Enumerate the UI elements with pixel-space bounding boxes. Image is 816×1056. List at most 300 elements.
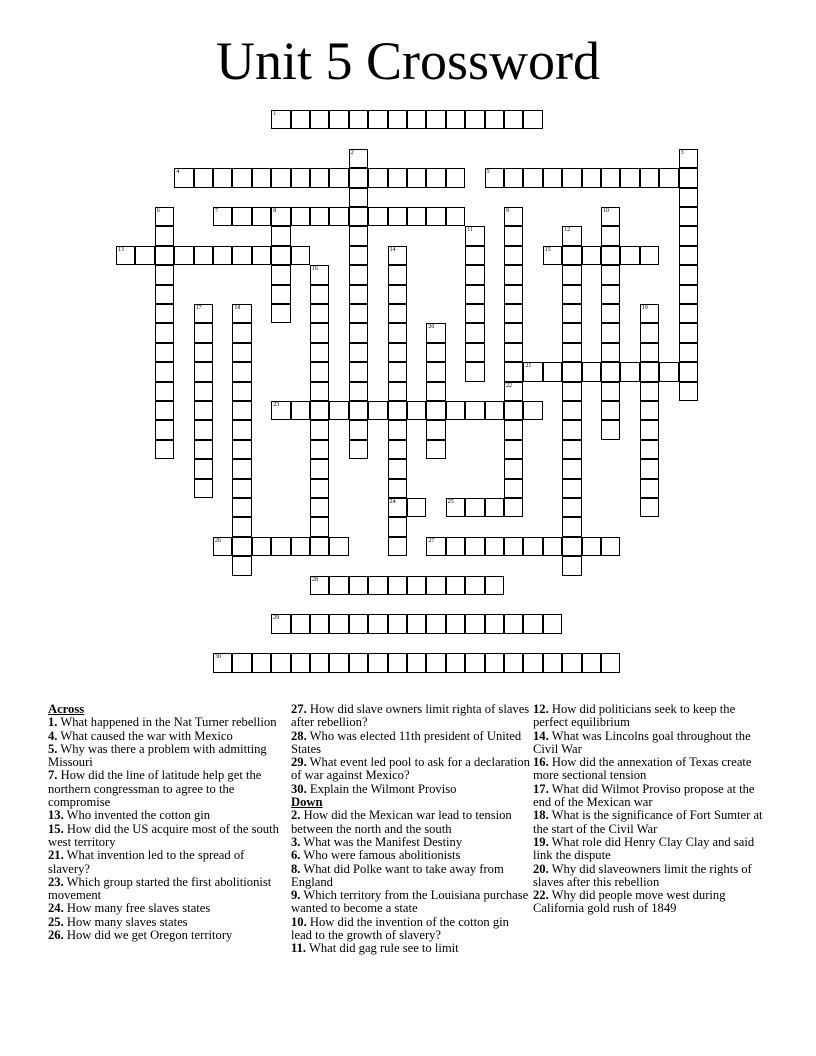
grid-cell[interactable]: [601, 362, 620, 381]
grid-cell[interactable]: [329, 401, 348, 420]
grid-cell[interactable]: [407, 401, 426, 420]
grid-cell[interactable]: [562, 440, 581, 459]
grid-cell[interactable]: [407, 576, 426, 595]
grid-cell[interactable]: [155, 207, 174, 226]
grid-cell[interactable]: [543, 246, 562, 265]
grid-cell[interactable]: [465, 362, 484, 381]
grid-cell[interactable]: [310, 420, 329, 439]
grid-cell[interactable]: [504, 420, 523, 439]
grid-cell[interactable]: [504, 459, 523, 478]
grid-cell[interactable]: [310, 265, 329, 284]
grid-cell[interactable]: [116, 246, 135, 265]
grid-cell[interactable]: [485, 401, 504, 420]
grid-cell[interactable]: [174, 168, 193, 187]
grid-cell[interactable]: [679, 304, 698, 323]
grid-cell[interactable]: [582, 653, 601, 672]
grid-cell[interactable]: [368, 576, 387, 595]
grid-cell[interactable]: [465, 246, 484, 265]
grid-cell[interactable]: [329, 614, 348, 633]
grid-cell[interactable]: [232, 459, 251, 478]
grid-cell[interactable]: [601, 420, 620, 439]
grid-cell[interactable]: [562, 285, 581, 304]
grid-cell[interactable]: [194, 440, 213, 459]
grid-cell[interactable]: [504, 304, 523, 323]
grid-cell[interactable]: [388, 537, 407, 556]
grid-cell[interactable]: [659, 168, 678, 187]
grid-cell[interactable]: [640, 401, 659, 420]
grid-cell[interactable]: [388, 382, 407, 401]
grid-cell[interactable]: [368, 110, 387, 129]
grid-cell[interactable]: [349, 304, 368, 323]
grid-cell[interactable]: [446, 537, 465, 556]
grid-cell[interactable]: [329, 110, 348, 129]
grid-cell[interactable]: [388, 440, 407, 459]
grid-cell[interactable]: [349, 168, 368, 187]
grid-cell[interactable]: [679, 168, 698, 187]
grid-cell[interactable]: [310, 304, 329, 323]
grid-cell[interactable]: [426, 420, 445, 439]
grid-cell[interactable]: [640, 304, 659, 323]
grid-cell[interactable]: [232, 498, 251, 517]
grid-cell[interactable]: [620, 362, 639, 381]
grid-cell[interactable]: [426, 168, 445, 187]
grid-cell[interactable]: [194, 343, 213, 362]
grid-cell[interactable]: [271, 614, 290, 633]
grid-cell[interactable]: [194, 362, 213, 381]
grid-cell[interactable]: [291, 653, 310, 672]
grid-cell[interactable]: [523, 653, 542, 672]
grid-cell[interactable]: [504, 323, 523, 342]
grid-cell[interactable]: [465, 323, 484, 342]
grid-cell[interactable]: [485, 537, 504, 556]
grid-cell[interactable]: [504, 110, 523, 129]
grid-cell[interactable]: [194, 459, 213, 478]
grid-cell[interactable]: [504, 226, 523, 245]
grid-cell[interactable]: [271, 226, 290, 245]
grid-cell[interactable]: [388, 343, 407, 362]
grid-cell[interactable]: [679, 149, 698, 168]
grid-cell[interactable]: [446, 207, 465, 226]
grid-cell[interactable]: [349, 323, 368, 342]
grid-cell[interactable]: [232, 168, 251, 187]
grid-cell[interactable]: [155, 401, 174, 420]
grid-cell[interactable]: [504, 265, 523, 284]
grid-cell[interactable]: [562, 343, 581, 362]
grid-cell[interactable]: [504, 362, 523, 381]
grid-cell[interactable]: [465, 498, 484, 517]
grid-cell[interactable]: [271, 207, 290, 226]
grid-cell[interactable]: [329, 576, 348, 595]
grid-cell[interactable]: [310, 479, 329, 498]
grid-cell[interactable]: [504, 382, 523, 401]
grid-cell[interactable]: [252, 168, 271, 187]
grid-cell[interactable]: [213, 537, 232, 556]
grid-cell[interactable]: [504, 285, 523, 304]
grid-cell[interactable]: [155, 382, 174, 401]
grid-cell[interactable]: [446, 576, 465, 595]
grid-cell[interactable]: [485, 614, 504, 633]
grid-cell[interactable]: [349, 440, 368, 459]
grid-cell[interactable]: [232, 556, 251, 575]
grid-cell[interactable]: [271, 168, 290, 187]
grid-cell[interactable]: [640, 498, 659, 517]
grid-cell[interactable]: [562, 556, 581, 575]
grid-cell[interactable]: [213, 653, 232, 672]
grid-cell[interactable]: [329, 168, 348, 187]
grid-cell[interactable]: [426, 614, 445, 633]
grid-cell[interactable]: [194, 168, 213, 187]
grid-cell[interactable]: [601, 246, 620, 265]
grid-cell[interactable]: [426, 440, 445, 459]
grid-cell[interactable]: [640, 420, 659, 439]
grid-cell[interactable]: [465, 401, 484, 420]
grid-cell[interactable]: [194, 420, 213, 439]
grid-cell[interactable]: [155, 343, 174, 362]
grid-cell[interactable]: [135, 246, 154, 265]
grid-cell[interactable]: [601, 401, 620, 420]
grid-cell[interactable]: [388, 323, 407, 342]
grid-cell[interactable]: [155, 285, 174, 304]
grid-cell[interactable]: [504, 401, 523, 420]
grid-cell[interactable]: [485, 110, 504, 129]
grid-cell[interactable]: [388, 207, 407, 226]
grid-cell[interactable]: [601, 343, 620, 362]
grid-cell[interactable]: [426, 343, 445, 362]
grid-cell[interactable]: [155, 420, 174, 439]
grid-cell[interactable]: [465, 653, 484, 672]
grid-cell[interactable]: [329, 207, 348, 226]
grid-cell[interactable]: [562, 226, 581, 245]
grid-cell[interactable]: [349, 226, 368, 245]
grid-cell[interactable]: [640, 440, 659, 459]
grid-cell[interactable]: [310, 401, 329, 420]
grid-cell[interactable]: [426, 382, 445, 401]
grid-cell[interactable]: [232, 653, 251, 672]
grid-cell[interactable]: [310, 343, 329, 362]
grid-cell[interactable]: [388, 285, 407, 304]
grid-cell[interactable]: [271, 285, 290, 304]
grid-cell[interactable]: [155, 226, 174, 245]
grid-cell[interactable]: [640, 168, 659, 187]
grid-cell[interactable]: [601, 653, 620, 672]
grid-cell[interactable]: [562, 168, 581, 187]
grid-cell[interactable]: [679, 246, 698, 265]
grid-cell[interactable]: [194, 323, 213, 342]
grid-cell[interactable]: [407, 207, 426, 226]
grid-cell[interactable]: [465, 576, 484, 595]
grid-cell[interactable]: [155, 440, 174, 459]
grid-cell[interactable]: [543, 653, 562, 672]
grid-cell[interactable]: [310, 207, 329, 226]
grid-cell[interactable]: [271, 246, 290, 265]
grid-cell[interactable]: [504, 653, 523, 672]
grid-cell[interactable]: [426, 576, 445, 595]
grid-cell[interactable]: [310, 576, 329, 595]
grid-cell[interactable]: [310, 653, 329, 672]
grid-cell[interactable]: [368, 207, 387, 226]
grid-cell[interactable]: [523, 537, 542, 556]
grid-cell[interactable]: [562, 498, 581, 517]
grid-cell[interactable]: [485, 168, 504, 187]
grid-cell[interactable]: [601, 168, 620, 187]
grid-cell[interactable]: [291, 168, 310, 187]
grid-cell[interactable]: [349, 401, 368, 420]
grid-cell[interactable]: [271, 265, 290, 284]
grid-cell[interactable]: [407, 168, 426, 187]
grid-cell[interactable]: [620, 168, 639, 187]
grid-cell[interactable]: [194, 304, 213, 323]
grid-cell[interactable]: [310, 285, 329, 304]
grid-cell[interactable]: [232, 420, 251, 439]
grid-cell[interactable]: [388, 653, 407, 672]
grid-cell[interactable]: [310, 168, 329, 187]
grid-cell[interactable]: [310, 362, 329, 381]
grid-cell[interactable]: [194, 246, 213, 265]
grid-cell[interactable]: [368, 653, 387, 672]
grid-cell[interactable]: [291, 246, 310, 265]
grid-cell[interactable]: [213, 207, 232, 226]
grid-cell[interactable]: [465, 304, 484, 323]
grid-cell[interactable]: [232, 517, 251, 536]
grid-cell[interactable]: [601, 226, 620, 245]
grid-cell[interactable]: [426, 401, 445, 420]
grid-cell[interactable]: [407, 110, 426, 129]
grid-cell[interactable]: [388, 459, 407, 478]
grid-cell[interactable]: [252, 653, 271, 672]
grid-cell[interactable]: [329, 653, 348, 672]
grid-cell[interactable]: [232, 440, 251, 459]
grid-cell[interactable]: [620, 246, 639, 265]
grid-cell[interactable]: [155, 246, 174, 265]
grid-cell[interactable]: [155, 323, 174, 342]
grid-cell[interactable]: [465, 343, 484, 362]
grid-cell[interactable]: [562, 537, 581, 556]
grid-cell[interactable]: [291, 401, 310, 420]
grid-cell[interactable]: [349, 576, 368, 595]
grid-cell[interactable]: [465, 285, 484, 304]
grid-cell[interactable]: [271, 653, 290, 672]
grid-cell[interactable]: [388, 246, 407, 265]
grid-cell[interactable]: [679, 323, 698, 342]
grid-cell[interactable]: [562, 382, 581, 401]
grid-cell[interactable]: [446, 401, 465, 420]
grid-cell[interactable]: [679, 343, 698, 362]
grid-cell[interactable]: [679, 265, 698, 284]
grid-cell[interactable]: [349, 420, 368, 439]
grid-cell[interactable]: [388, 420, 407, 439]
grid-cell[interactable]: [349, 188, 368, 207]
grid-cell[interactable]: [601, 207, 620, 226]
grid-cell[interactable]: [349, 207, 368, 226]
grid-cell[interactable]: [232, 246, 251, 265]
grid-cell[interactable]: [388, 168, 407, 187]
grid-cell[interactable]: [407, 498, 426, 517]
grid-cell[interactable]: [562, 479, 581, 498]
grid-cell[interactable]: [679, 226, 698, 245]
grid-cell[interactable]: [194, 382, 213, 401]
grid-cell[interactable]: [232, 537, 251, 556]
grid-cell[interactable]: [426, 323, 445, 342]
grid-cell[interactable]: [368, 168, 387, 187]
grid-cell[interactable]: [582, 246, 601, 265]
grid-cell[interactable]: [640, 362, 659, 381]
grid-cell[interactable]: [523, 614, 542, 633]
grid-cell[interactable]: [349, 614, 368, 633]
grid-cell[interactable]: [504, 343, 523, 362]
grid-cell[interactable]: [232, 362, 251, 381]
grid-cell[interactable]: [582, 362, 601, 381]
grid-cell[interactable]: [523, 362, 542, 381]
grid-cell[interactable]: [504, 537, 523, 556]
grid-cell[interactable]: [349, 285, 368, 304]
grid-cell[interactable]: [310, 614, 329, 633]
grid-cell[interactable]: [562, 459, 581, 478]
grid-cell[interactable]: [232, 304, 251, 323]
grid-cell[interactable]: [485, 498, 504, 517]
grid-cell[interactable]: [659, 362, 678, 381]
grid-cell[interactable]: [446, 653, 465, 672]
grid-cell[interactable]: [640, 246, 659, 265]
grid-cell[interactable]: [465, 110, 484, 129]
grid-cell[interactable]: [388, 362, 407, 381]
grid-cell[interactable]: [194, 401, 213, 420]
grid-cell[interactable]: [252, 207, 271, 226]
grid-cell[interactable]: [426, 653, 445, 672]
grid-cell[interactable]: [543, 614, 562, 633]
grid-cell[interactable]: [426, 207, 445, 226]
grid-cell[interactable]: [504, 440, 523, 459]
grid-cell[interactable]: [349, 246, 368, 265]
grid-cell[interactable]: [485, 653, 504, 672]
grid-cell[interactable]: [679, 207, 698, 226]
grid-cell[interactable]: [582, 168, 601, 187]
grid-cell[interactable]: [640, 343, 659, 362]
grid-cell[interactable]: [582, 537, 601, 556]
grid-cell[interactable]: [310, 459, 329, 478]
grid-cell[interactable]: [155, 265, 174, 284]
grid-cell[interactable]: [562, 323, 581, 342]
grid-cell[interactable]: [232, 479, 251, 498]
grid-cell[interactable]: [310, 440, 329, 459]
grid-cell[interactable]: [601, 304, 620, 323]
grid-cell[interactable]: [232, 207, 251, 226]
grid-cell[interactable]: [329, 537, 348, 556]
grid-cell[interactable]: [504, 614, 523, 633]
grid-cell[interactable]: [504, 479, 523, 498]
grid-cell[interactable]: [349, 362, 368, 381]
grid-cell[interactable]: [640, 459, 659, 478]
grid-cell[interactable]: [504, 498, 523, 517]
grid-cell[interactable]: [232, 382, 251, 401]
grid-cell[interactable]: [388, 479, 407, 498]
grid-cell[interactable]: [640, 479, 659, 498]
grid-cell[interactable]: [543, 168, 562, 187]
grid-cell[interactable]: [679, 188, 698, 207]
grid-cell[interactable]: [426, 537, 445, 556]
grid-cell[interactable]: [368, 614, 387, 633]
grid-cell[interactable]: [562, 362, 581, 381]
grid-cell[interactable]: [504, 207, 523, 226]
grid-cell[interactable]: [446, 168, 465, 187]
grid-cell[interactable]: [310, 498, 329, 517]
grid-cell[interactable]: [679, 362, 698, 381]
grid-cell[interactable]: [446, 614, 465, 633]
grid-cell[interactable]: [679, 285, 698, 304]
grid-cell[interactable]: [291, 110, 310, 129]
grid-cell[interactable]: [523, 401, 542, 420]
grid-cell[interactable]: [349, 382, 368, 401]
grid-cell[interactable]: [213, 168, 232, 187]
grid-cell[interactable]: [562, 265, 581, 284]
grid-cell[interactable]: [271, 401, 290, 420]
grid-cell[interactable]: [388, 304, 407, 323]
grid-cell[interactable]: [407, 614, 426, 633]
grid-cell[interactable]: [543, 362, 562, 381]
grid-cell[interactable]: [349, 265, 368, 284]
grid-cell[interactable]: [562, 420, 581, 439]
grid-cell[interactable]: [601, 537, 620, 556]
grid-cell[interactable]: [232, 323, 251, 342]
grid-cell[interactable]: [368, 401, 387, 420]
grid-cell[interactable]: [465, 265, 484, 284]
grid-cell[interactable]: [504, 168, 523, 187]
grid-cell[interactable]: [291, 614, 310, 633]
grid-cell[interactable]: [601, 323, 620, 342]
grid-cell[interactable]: [465, 614, 484, 633]
grid-cell[interactable]: [310, 517, 329, 536]
grid-cell[interactable]: [601, 265, 620, 284]
grid-cell[interactable]: [446, 498, 465, 517]
grid-cell[interactable]: [388, 110, 407, 129]
grid-cell[interactable]: [349, 653, 368, 672]
grid-cell[interactable]: [562, 246, 581, 265]
grid-cell[interactable]: [601, 285, 620, 304]
grid-cell[interactable]: [271, 537, 290, 556]
grid-cell[interactable]: [426, 362, 445, 381]
grid-cell[interactable]: [232, 401, 251, 420]
grid-cell[interactable]: [155, 304, 174, 323]
grid-cell[interactable]: [232, 343, 251, 362]
grid-cell[interactable]: [465, 226, 484, 245]
grid-cell[interactable]: [174, 246, 193, 265]
grid-cell[interactable]: [388, 265, 407, 284]
grid-cell[interactable]: [562, 653, 581, 672]
grid-cell[interactable]: [194, 479, 213, 498]
grid-cell[interactable]: [310, 382, 329, 401]
grid-cell[interactable]: [640, 382, 659, 401]
grid-cell[interactable]: [523, 110, 542, 129]
grid-cell[interactable]: [388, 401, 407, 420]
grid-cell[interactable]: [504, 246, 523, 265]
grid-cell[interactable]: [388, 614, 407, 633]
grid-cell[interactable]: [213, 246, 232, 265]
grid-cell[interactable]: [543, 537, 562, 556]
grid-cell[interactable]: [349, 343, 368, 362]
grid-cell[interactable]: [640, 323, 659, 342]
grid-cell[interactable]: [465, 537, 484, 556]
grid-cell[interactable]: [523, 168, 542, 187]
grid-cell[interactable]: [388, 517, 407, 536]
grid-cell[interactable]: [310, 323, 329, 342]
grid-cell[interactable]: [271, 110, 290, 129]
grid-cell[interactable]: [252, 246, 271, 265]
grid-cell[interactable]: [426, 110, 445, 129]
grid-cell[interactable]: [291, 207, 310, 226]
grid-cell[interactable]: [349, 110, 368, 129]
grid-cell[interactable]: [562, 304, 581, 323]
grid-cell[interactable]: [562, 517, 581, 536]
grid-cell[interactable]: [601, 382, 620, 401]
